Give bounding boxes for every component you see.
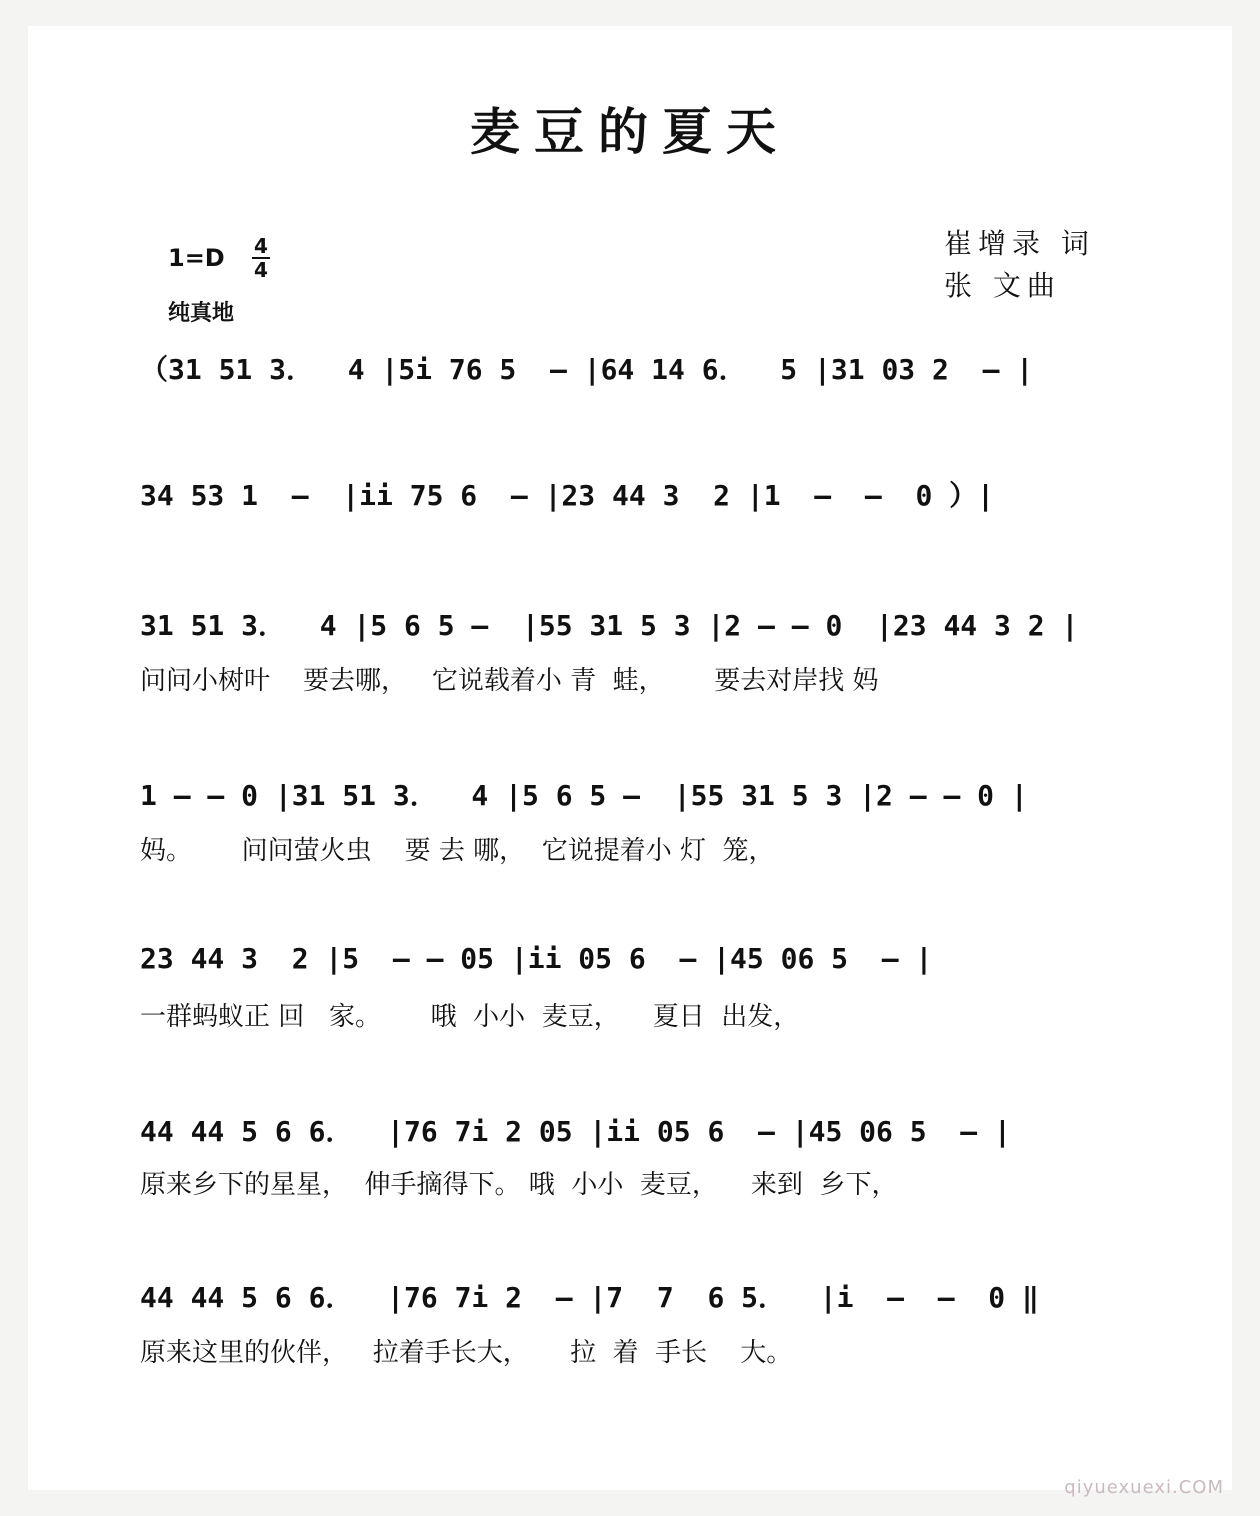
song-title: 麦豆的夏天	[470, 102, 790, 161]
time-signature-bottom: 4	[254, 258, 268, 282]
notation-line-1: （31 51 3． 4 |5i 76 5 – |64 14 6． 5 |31 03 2 – |	[140, 353, 1034, 386]
lyrics-line-7: 原来这里的伙伴， 拉着手长大， 拉 着 手长 大。	[140, 1338, 793, 1368]
key-signature: 1=D	[168, 244, 225, 272]
site-watermark: qiyuexuexi.COM	[1064, 1477, 1224, 1498]
lyrics-line-5: 一群蚂蚁正 回 家。 哦 小小 麦豆， 夏日 出发，	[140, 1002, 800, 1032]
lyrics-line-6: 原来乡下的星星， 伸手摘得下。 哦 小小 麦豆， 来到 乡下，	[140, 1170, 898, 1200]
notation-line-7: 44 44 5 6 6． |76 7i 2 – |7 7 6 5． |i – – 0 ‖	[140, 1281, 1039, 1314]
lyricist-credit: 崔增录 词	[944, 227, 1095, 260]
notation-line-6: 44 44 5 6 6． |76 7i 2 05 |ii 05 6 – |45 06 5 – |	[140, 1115, 1011, 1148]
lyrics-line-4: 妈。 问问萤火虫 要 去 哪， 它说提着小 灯 笼，	[140, 836, 775, 866]
time-signature	[252, 236, 270, 280]
notation-line-5: 23 44 3 2 |5 – – 05 |ii 05 6 – |45 06 5 – |	[140, 942, 933, 975]
notation-line-3: 31 51 3． 4 |5 6 5 – |55 31 5 3 |2 – – 0 |23 44 3 2 |	[140, 609, 1079, 642]
composer-credit: 张 文曲	[944, 269, 1061, 302]
lyrics-line-3: 问问小树叶 要去哪， 它说载着小 青 蛙， 要去对岸找 妈	[140, 666, 879, 696]
time-signature-top: 4	[254, 234, 268, 258]
tempo-marking: 纯真地	[168, 301, 235, 326]
notation-line-4: 1 – – 0 |31 51 3． 4 |5 6 5 – |55 31 5 3 |2 – – 0 |	[140, 779, 1028, 812]
notation-line-2: 34 53 1 – |ii 75 6 – |23 44 3 2 |1 – – 0 ）|	[140, 479, 995, 512]
